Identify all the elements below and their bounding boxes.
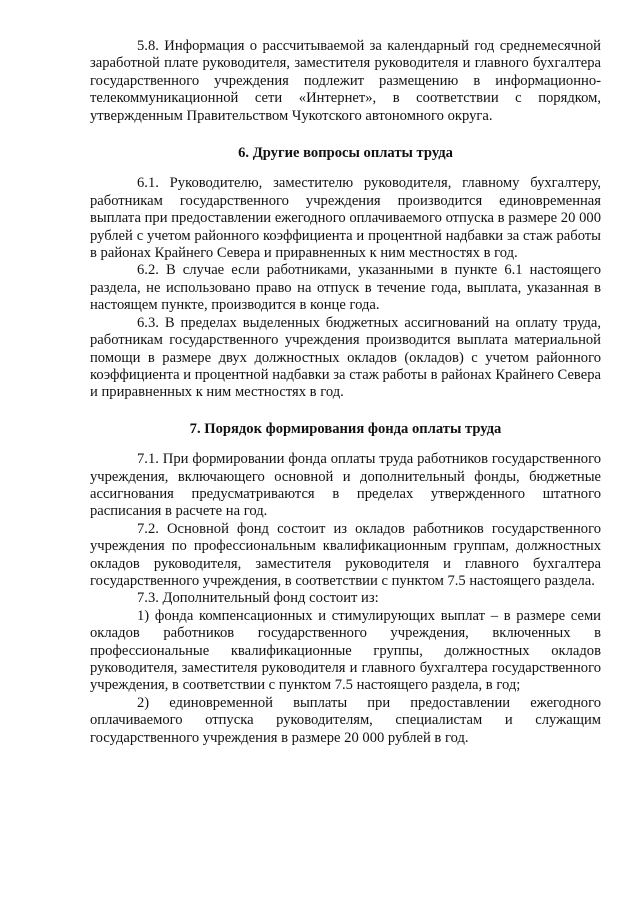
paragraph-5-8: 5.8. Информация о рассчитываемой за календарный год среднемесячной заработной плате руководителя, заместителя руководителя и главного бухгалтера государственного учреждения подлежит размещению в информационно-телекоммуникационной сети «Интернет», в соответствии с порядком, утвержденным Правительством Чукотского автономного округа. xyxy=(90,38,601,124)
paragraph-7-3-item-2: 2) единовременной выплаты при предоставлении ежегодного оплачиваемого отпуска руководителям, специалистам и служащим государственного учреждения в размере 20 000 рублей в год. xyxy=(90,694,601,746)
section-7-heading: 7. Порядок формирования фонда оплаты труда xyxy=(189,420,502,437)
paragraph-6-1: 6.1. Руководителю, заместителю руководителя, главному бухгалтеру, работникам государственного учреждения производится единовременная выплата при предоставлении ежегодного оплачиваемого отпуска в размере 20 000 рублей с учетом районного коэффициента и процентной надбавки за стаж работы в районах Крайнего Севера и приравненных к ним местностях в год. xyxy=(90,175,601,262)
paragraph-7-3-item-1: 1) фонда компенсационных и стимулирующих выплат – в размере семи окладов работников государственного учреждения, включенных в профессиональные квалификационные группы, должностных окладов руководителя, заместителя руководителя и главного бухгалтера государственного учреждения, в соответствии с пунктом 7.5 настоящего раздела, в год; xyxy=(90,607,601,694)
paragraph-6-2: 6.2. В случае если работниками, указанными в пункте 6.1 настоящего раздела, не использовано право на отпуск в течение года, выплата, указанная в настоящем пункте, производится в конце года. xyxy=(90,262,601,314)
document-page xyxy=(90,38,601,747)
paragraph-7-1: 7.1. При формировании фонда оплаты труда работников государственного учреждения, включающего основной и дополнительный фонды, бюджетные ассигнования предусматриваются в пределах утвержденного штатного расписания в расчете на год. xyxy=(90,451,601,520)
paragraph-6-3: 6.3. В пределах выделенных бюджетных ассигнований на оплату труда, работникам государственного учреждения производится выплата материальной помощи в размере двух должностных окладов (окладов) с учетом районного коэффициента и процентной надбавки за стаж работы в районах Крайнего Севера и приравненных к ним местностях в год. xyxy=(90,314,601,401)
paragraph-7-2: 7.2. Основной фонд состоит из окладов работников государственного учреждения по профессиональным квалификационным группам, должностных окладов руководителя, заместителя руководителя и главного бухгалтера государственного учреждения, в соответствии с пунктом 7.5 настоящего раздела. xyxy=(90,520,601,589)
paragraph-7-3: 7.3. Дополнительный фонд состоит из: xyxy=(137,590,379,607)
section-6-heading: 6. Другие вопросы оплаты труда xyxy=(238,145,453,162)
